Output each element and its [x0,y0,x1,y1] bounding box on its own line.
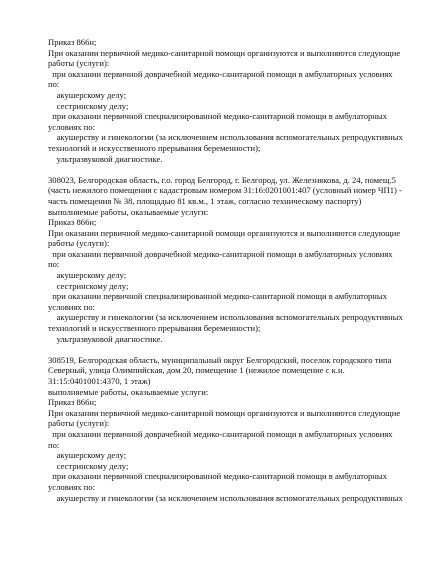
text-line: Приказ 866н; [48,217,97,228]
text-line: работы (услуги): [48,418,110,429]
text-line: ультразвуковой диагностике. [48,153,163,164]
text-line: При оказании первичной медико-санитарной помощи организуются и выполняются следующие [48,407,401,418]
text-line: ультразвуковой диагностике. [48,333,163,344]
text-line: акушерству и гинекологии (за исключением использования вспомогательных репродуктивных [48,132,403,143]
text-line: выполняемые работы, оказываемые услуги: [48,206,209,217]
paragraph-gap [48,344,420,355]
text-line: условиях по: [48,481,96,492]
text-line: при оказании первичной специализированной медико-санитарной помощи в амбулаторных [48,471,387,482]
text-line: технологий и искусственного прерывания беременности); [48,142,261,153]
text-line: При оказании первичной медико-санитарной помощи организуются и выполняются следующие [48,227,401,238]
text-line: часть помещения № 38, площадью 81 кв.м., 1 этаж, согласно техническому паспорту) [48,195,362,206]
text-line: Приказ 866н; [48,397,97,408]
text-block [48,37,420,164]
text-line: при оказании первичной специализированной медико-санитарной помощи в амбулаторных [48,111,387,122]
text-line: при оказании первичной специализированной медико-санитарной помощи в амбулаторных [48,291,387,302]
text-line: выполняемые работы, оказываемые услуги: [48,386,209,397]
text-line: акушерскому делу; [48,89,127,100]
text-line: 31:15:0401001:4370, 1 этаж) [48,376,151,386]
text-line: сестринскому делу; [48,100,129,111]
text-line: по: [48,439,60,450]
text-line: При оказании первичной медико-санитарной помощи организуются и выполняются следующие [48,47,401,58]
text-line: условиях по: [48,121,96,132]
text-line: сестринскому делу; [48,280,129,291]
text-line: работы (услуги): [48,238,110,249]
text-line: 308519, Белгородская область, муниципальный округ Белгородский, поселок городского типа [48,354,392,365]
text-line: акушерскому делу; [48,450,127,461]
text-line: Приказ 866н; [48,37,97,47]
text-line: при оказании первичной доврачебной медико-санитарной помощи в амбулаторных условиях [48,248,393,259]
text-line: при оказании первичной доврачебной медико-санитарной помощи в амбулаторных условиях [48,68,393,79]
text-line: 308023, Белгородская область, г.о. город Белгород, г. Белгород, ул. Железнякова, д. 24, помещ.5 [48,174,396,185]
text-line: работы (услуги): [48,58,110,69]
text-line: по: [48,79,60,90]
paragraph-gap [48,164,420,175]
text-line: условиях по: [48,301,96,312]
text-block [48,175,420,345]
document-body [48,37,420,503]
text-line: по: [48,259,60,270]
text-line: при оказании первичной доврачебной медико-санитарной помощи в амбулаторных условиях [48,428,393,439]
text-line: сестринскому делу; [48,460,129,471]
text-line: (часть нежилого помещения с кадастровым номером 31:16:0201001:407 (условный номер ЧП1) - [48,185,402,196]
text-block [48,355,420,503]
text-line: акушерству и гинекологии (за исключением использования вспомогательных репродуктивных [48,312,403,323]
text-line: акушерскому делу; [48,270,127,281]
text-line: акушерству и гинекологии (за исключением использования вспомогательных репродуктивных [48,492,403,503]
text-line: Северный, улица Олимпийская, дом 20, помещение 1 (нежилое помещение с к.н. [48,365,345,376]
text-line: технологий и искусственного прерывания беременности); [48,323,261,334]
